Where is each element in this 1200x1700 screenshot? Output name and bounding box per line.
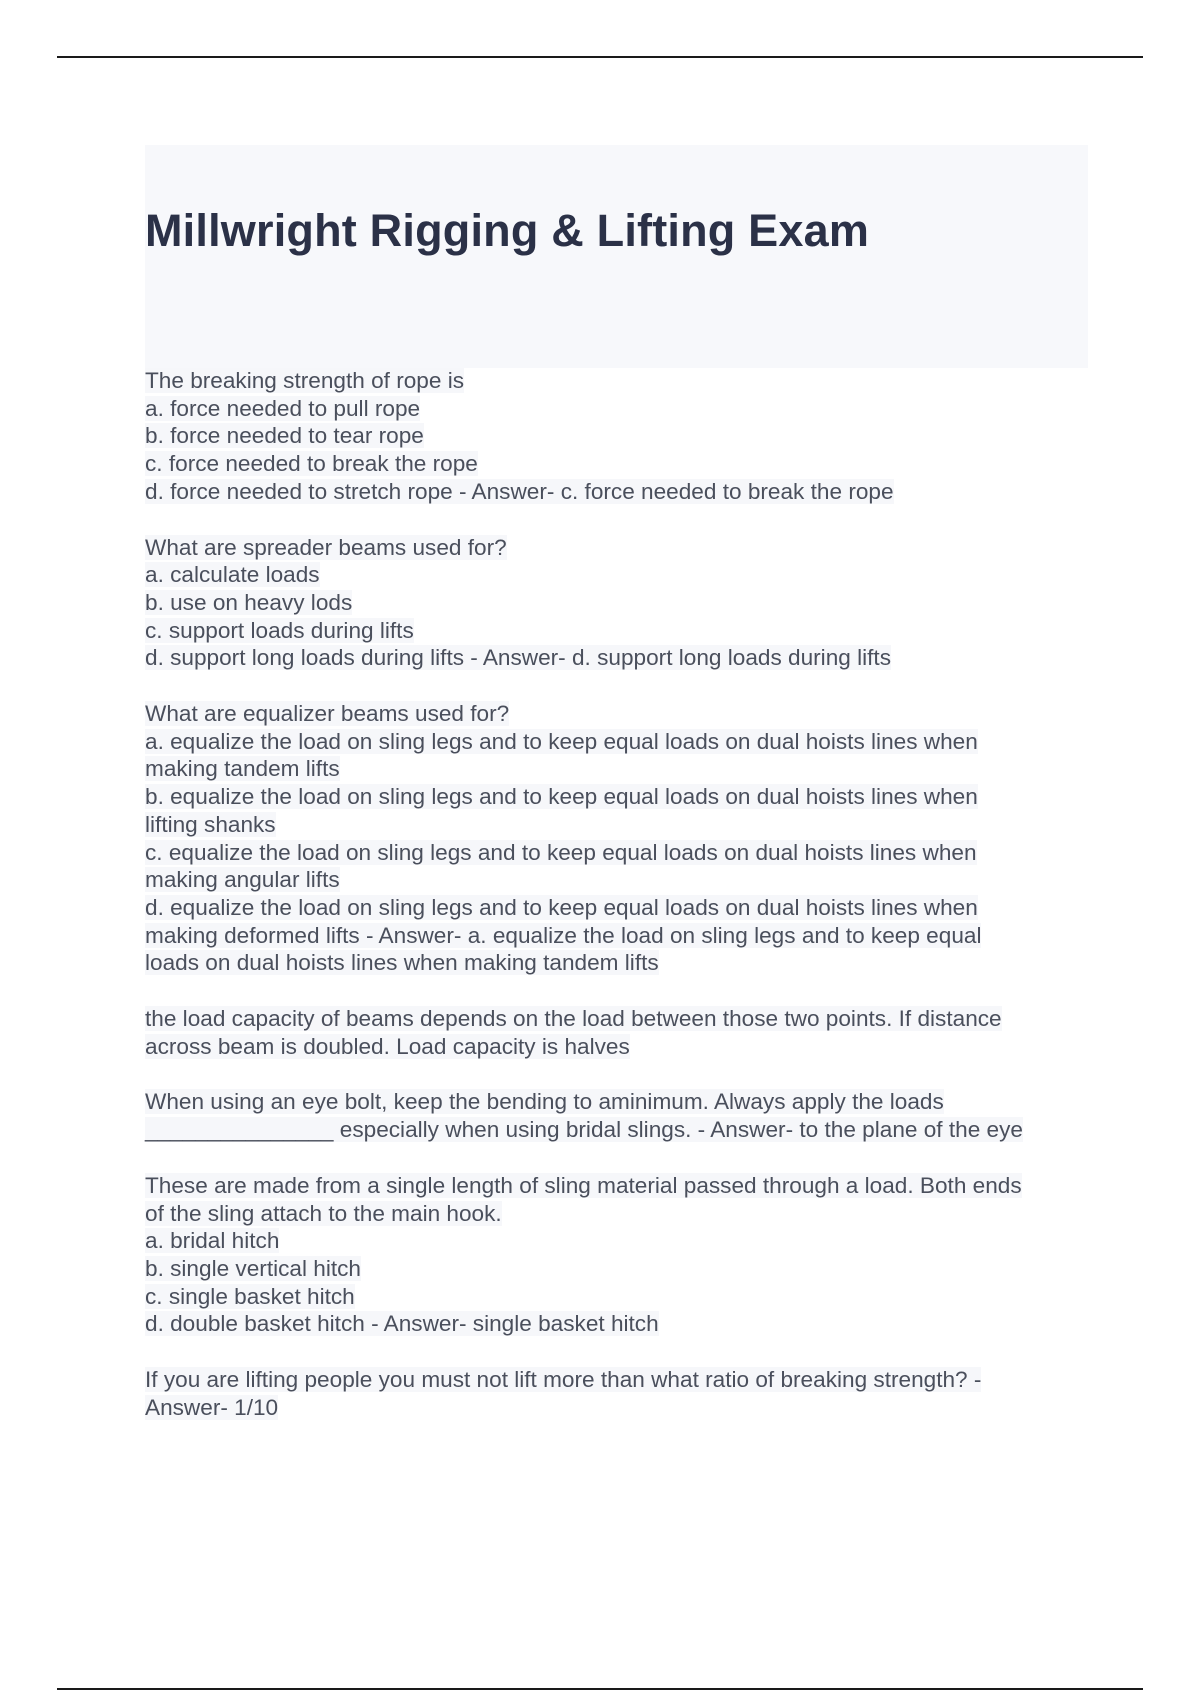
question-line-text: c. force needed to break the rope [145, 451, 478, 477]
question-line [145, 811, 1095, 839]
question-line-text: a. force needed to pull rope [145, 395, 421, 421]
question-line [145, 949, 1095, 977]
question-block [145, 367, 1095, 506]
question-line [145, 617, 1095, 645]
question-line-text: across beam is doubled. Load capacity is halves [145, 1033, 630, 1059]
question-line [145, 866, 1095, 894]
question-line [145, 589, 1095, 617]
question-line-text: Answer- 1/10 [145, 1394, 279, 1420]
question-line [145, 395, 1095, 423]
question-line [145, 1172, 1095, 1200]
question-block [145, 1005, 1095, 1060]
question-line-text: lifting shanks [145, 811, 276, 837]
question-line-text: d. force needed to stretch rope - Answer- c. force needed to break the rope [145, 478, 894, 504]
question-line-text: _______________ especially when using bridal slings. - Answer- to the plane of the eye [145, 1117, 1023, 1143]
question-line-text: These are made from a single length of sling material passed through a load. Both ends [145, 1172, 1022, 1198]
question-line [145, 1366, 1095, 1394]
question-line [145, 700, 1095, 728]
question-line [145, 1116, 1095, 1144]
question-line-text: d. double basket hitch - Answer- single basket hitch [145, 1311, 659, 1337]
question-line [145, 1005, 1095, 1033]
question-line [145, 450, 1095, 478]
question-line [145, 1394, 1095, 1422]
question-line-text: a. equalize the load on sling legs and to keep equal loads on dual hoists lines when [145, 728, 978, 754]
question-line-text: c. single basket hitch [145, 1283, 355, 1309]
question-line-text: b. use on heavy lods [145, 589, 353, 615]
question-line [145, 561, 1095, 589]
header-rule [57, 56, 1143, 58]
question-line [145, 783, 1095, 811]
question-line-text: making angular lifts [145, 867, 340, 893]
footer-rule [57, 1688, 1143, 1690]
question-line [145, 755, 1095, 783]
question-line-text: making tandem lifts [145, 756, 340, 782]
question-line-text: c. support loads during lifts [145, 617, 414, 643]
question-line [145, 1200, 1095, 1228]
question-line [145, 1310, 1095, 1338]
question-list [145, 367, 1095, 1450]
question-line-text: d. support long loads during lifts - Answer- d. support long loads during lifts [145, 645, 892, 671]
question-line-text: b. equalize the load on sling legs and to keep equal loads on dual hoists lines when [145, 784, 978, 810]
question-block [145, 1088, 1095, 1143]
question-line-text: d. equalize the load on sling legs and to keep equal loads on dual hoists lines when [145, 894, 978, 920]
question-line [145, 894, 1095, 922]
question-line-text: the load capacity of beams depends on the load between those two points. If distance [145, 1006, 1002, 1032]
question-line [145, 534, 1095, 562]
question-line-text: a. bridal hitch [145, 1228, 280, 1254]
question-line-text: The breaking strength of rope is [145, 368, 465, 393]
question-line-text: b. single vertical hitch [145, 1255, 361, 1281]
document-title: Millwright Rigging & Lifting Exam [145, 205, 870, 256]
question-line-text: making deformed lifts - Answer- a. equalize the load on sling legs and to keep equal [145, 922, 982, 948]
question-line-text: When using an eye bolt, keep the bending to aminimum. Always apply the loads [145, 1089, 944, 1115]
question-block [145, 534, 1095, 673]
question-line [145, 728, 1095, 756]
question-line [145, 478, 1095, 506]
question-line [145, 1255, 1095, 1283]
question-line-text: b. force needed to tear rope [145, 423, 424, 449]
title-block [145, 145, 1088, 368]
question-line-text: What are equalizer beams used for? [145, 701, 510, 727]
question-block [145, 700, 1095, 977]
question-line-text: c. equalize the load on sling legs and to keep equal loads on dual hoists lines when [145, 839, 977, 865]
question-line-text: loads on dual hoists lines when making tandem lifts [145, 950, 659, 976]
question-line [145, 1033, 1095, 1061]
question-line [145, 1283, 1095, 1311]
question-line-text: What are spreader beams used for? [145, 534, 507, 560]
question-line [145, 367, 1095, 395]
question-line [145, 1227, 1095, 1255]
question-block [145, 1172, 1095, 1338]
question-block [145, 1366, 1095, 1421]
question-line [145, 644, 1095, 672]
question-line-text: If you are lifting people you must not lift more than what ratio of breaking strength? - [145, 1367, 982, 1393]
question-line [145, 1088, 1095, 1116]
question-line [145, 422, 1095, 450]
question-line-text: a. calculate loads [145, 562, 320, 588]
question-line-text: of the sling attach to the main hook. [145, 1200, 502, 1226]
question-line [145, 922, 1095, 950]
question-line [145, 839, 1095, 867]
